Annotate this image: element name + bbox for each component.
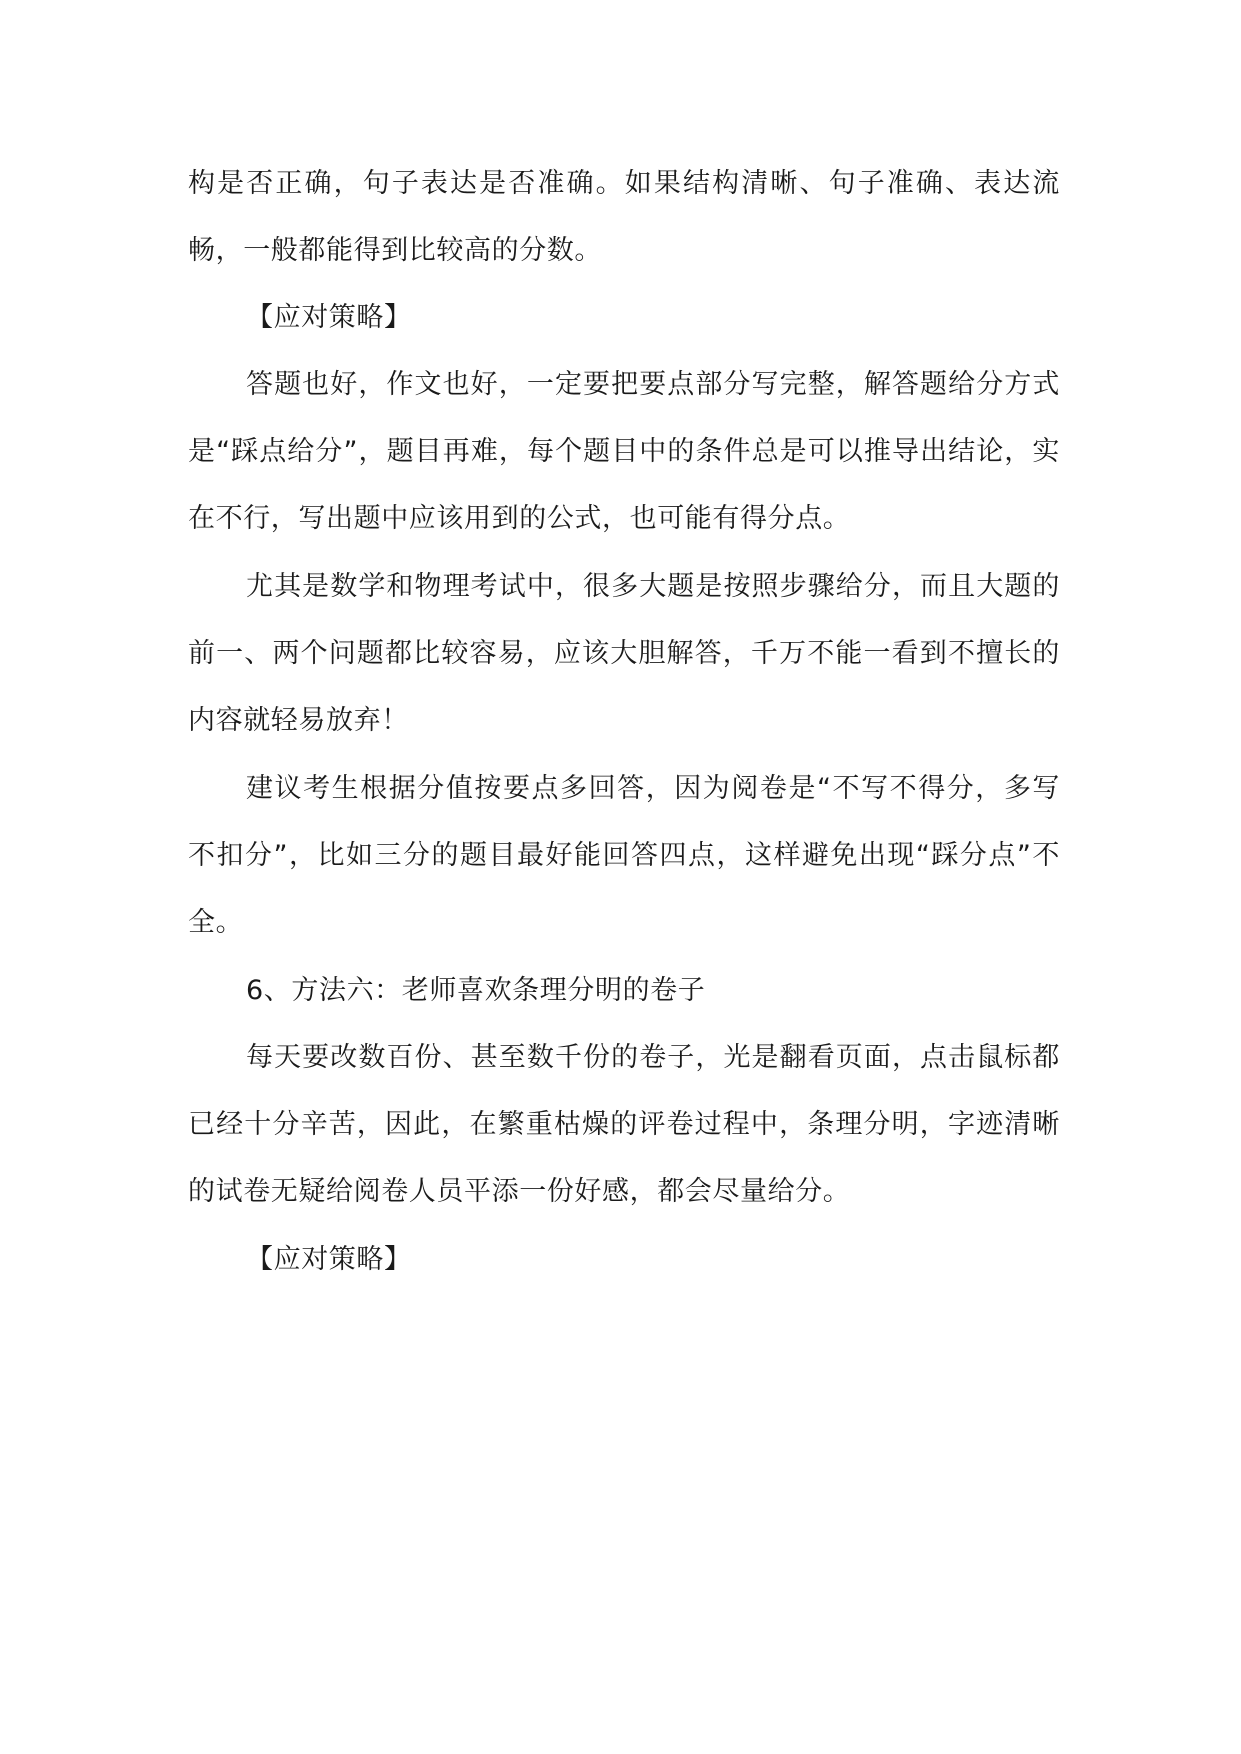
paragraph-scoring-points: 答题也好，作文也好，一定要把要点部分写完整，解答题给分方式是“踩点给分”，题目再难，每个题目中的条件总是可以推导出结论，实在不行，写出题中应该用到的公式，也可能有得分点。 [188,369,1060,534]
paragraph-math-physics: 尤其是数学和物理考试中，很多大题是按照步骤给分，而且大题的前一、两个问题都比较容易，应该大胆解答，千万不能一看到不擅长的内容就轻易放弃！ [188,571,1060,736]
paragraph-answer-more: 建议考生根据分值按要点多回答，因为阅卷是“不写不得分，多写不扣分”，比如三分的题目最好能回答四点，这样避免出现“踩分点”不全。 [188,773,1060,938]
paragraph-neat-papers: 每天要改数百份、甚至数千份的卷子，光是翻看页面，点击鼠标都已经十分辛苦，因此，在繁重枯燥的评卷过程中，条理分明，字迹清晰的试卷无疑给阅卷人员平添一份好感，都会尽量给分。 [188,1042,1060,1207]
paragraph-continuation: 构是否正确，句子表达是否准确。如果结构清晰、句子准确、表达流畅，一般都能得到比较高的分数。 [188,168,1060,266]
section-heading-method-six: 6、方法六：老师喜欢条理分明的卷子 [246,975,706,1006]
section-heading-strategy: 【应对策略】 [246,302,412,333]
section-heading-strategy-2: 【应对策略】 [246,1244,412,1275]
